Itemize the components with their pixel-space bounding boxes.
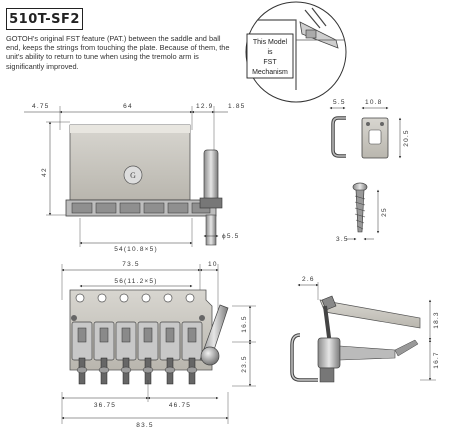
- dim-hole-spacing: 56(11.2×5): [114, 278, 158, 285]
- dim-spacing: 54(10.8×5): [114, 246, 158, 253]
- dim-part-b: 10.8: [365, 99, 383, 106]
- fst-callout: [246, 2, 346, 102]
- dim-screw-dia: 3.5: [336, 236, 349, 243]
- model-title: 510T-SF2: [6, 8, 83, 30]
- dim-width: 64: [123, 103, 133, 110]
- top-view: [24, 103, 245, 253]
- dim-right-a: 12.9: [196, 103, 214, 110]
- callout-line-1: This Model: [252, 39, 288, 46]
- dim-left-offset: 4.75: [32, 103, 50, 110]
- dim-side-h1: 18.3: [433, 311, 440, 329]
- dim-side-h2: 16.7: [433, 351, 440, 369]
- dim-right-half: 46.75: [168, 402, 192, 409]
- feature-description: GOTOH's original FST feature (PAT.) between the saddle and ball end, keeps the strings from touching the plate. Because of them, the unit's ability to return to tune when using the tremolo arm is significantly improved.: [6, 34, 230, 71]
- dim-left-half: 36.75: [93, 402, 117, 409]
- front-view: [62, 261, 256, 429]
- callout-line-2: is: [267, 49, 273, 56]
- dim-height-b: 23.5: [241, 355, 248, 373]
- side-view: [292, 276, 440, 382]
- claw-parts: [330, 99, 410, 243]
- dim-total: 83.5: [136, 422, 154, 429]
- dim-height-a: 16.5: [241, 315, 248, 333]
- dim-overall: 73.5: [122, 261, 140, 268]
- dim-right-b: 1.85: [228, 103, 246, 110]
- dim-pin-diameter: ϕ5.5: [222, 233, 240, 240]
- callout-line-4: Mechanism: [252, 69, 288, 76]
- dim-side-top: 2.6: [302, 276, 315, 283]
- dim-part-a: 5.5: [333, 99, 346, 106]
- dim-arm-offset: 10: [208, 261, 218, 268]
- dim-height: 42: [41, 167, 48, 177]
- logo-text: G: [130, 171, 136, 180]
- callout-line-3: FST: [263, 59, 277, 66]
- dim-part-c: 20.5: [403, 129, 410, 147]
- dim-screw-length: 25: [381, 207, 388, 217]
